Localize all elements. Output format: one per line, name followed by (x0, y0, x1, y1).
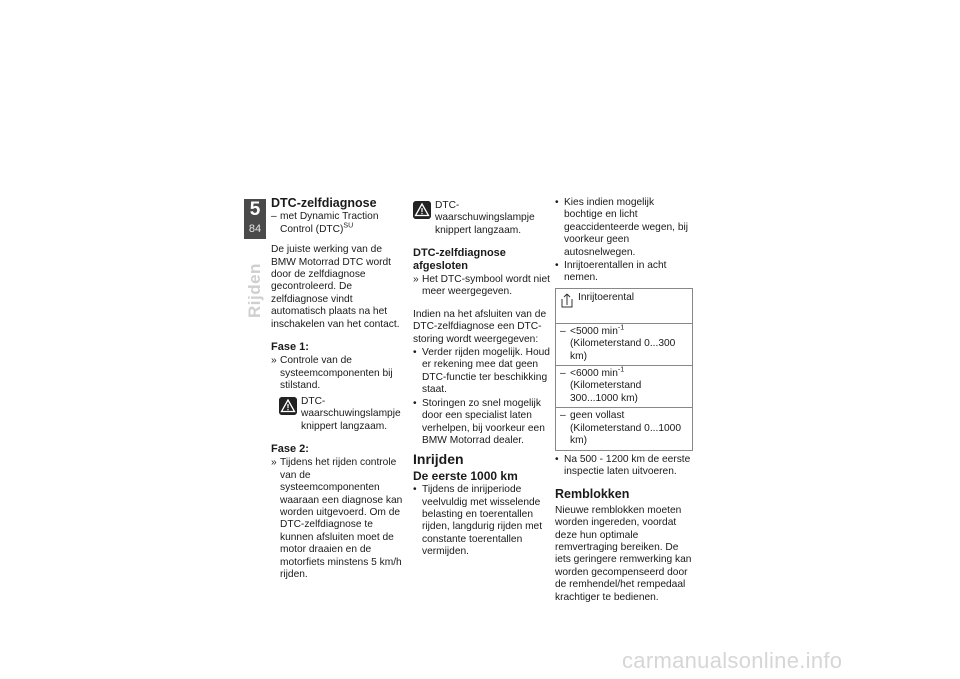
diagnosis-done-item: » Het DTC-symbool wordt niet meer weergegeven. (413, 274, 550, 298)
watermark: carmanualsonline.info (622, 648, 843, 673)
rpm-row: – <5000 $\min^{-1}$ (Kilometerstand 0...300 km) (556, 324, 692, 366)
intro-paragraph: De juiste werking van de BMW Motorrad DTC wordt door de zelfdiagnose gecontroleerd. De zelfdiagnose vindt automatisch plaats na het inschakelen van het contact. (271, 244, 400, 330)
tachometer-icon (560, 293, 574, 309)
chapter-tab (244, 199, 266, 239)
phase1-title: Fase 1: (271, 341, 309, 354)
list-item: • Verder rijden mogelijk. Houd er rekening mee dat geen DTC-functie ter beschikking staat. (413, 347, 550, 396)
warning-triangle-icon (279, 397, 297, 415)
phase1-warning: DTC-waarschuwingslampje knippert langzaam. (279, 396, 409, 433)
warning-triangle-icon (413, 201, 431, 219)
list-item: • Tijdens de inrijperiode veelvuldig met wisselende belasting en toerentallen rijden, langdurig rijden met constante toerentallen vermijden. (413, 484, 543, 558)
phase1-item: » Controle van de systeemcomponenten bij stilstand. (271, 355, 393, 392)
chapter-label: Rijden (245, 263, 264, 318)
rpm-row: – <6000 $\min^{-1}$ (Kilometerstand 300...1000 km) (556, 366, 692, 408)
column-2 (413, 197, 551, 560)
subsection-title-first-1000: De eerste 1000 km (413, 468, 518, 483)
phase2-title: Fase 2: (271, 442, 309, 455)
page-number: 84 (248, 223, 262, 235)
brakes-paragraph: Nieuwe remblokken moeten worden ingereden, voordat deze hun optimale remvertraging bereiken. De iets geringere remwerking kan worden gecompenseerd door de remhendel/het rempedaal krachtiger te bedienen. (555, 504, 692, 603)
section-title-remblokken: Remblokken (555, 487, 630, 502)
rpm-table-header: Inrijtoerental (556, 289, 692, 324)
list-item: • Na 500 - 1200 km de eerste inspectie laten uitvoeren. (555, 453, 691, 477)
section-title-inrijden: Inrijden (413, 451, 464, 468)
phase2-item: » Tijdens het rijden controle van de systeemcomponenten waaraan een diagnose kan worden uitgevoerd. Om de DTC-zelfdiagnose te kunnen afsluiten moet de motor draaien en de motorfiets minstens 5 km/h rijden. (271, 457, 403, 580)
list-item: • Kies indien mogelijk bochtige en licht geaccidenteerde wegen, bij voorkeur geen autosnelwegen. (555, 197, 689, 258)
error-intro: Indien na het afsluiten van de DTC-zelfdiagnose een DTC-storing wordt weergegeven: (413, 308, 547, 345)
rpm-row: – geen vollast (Kilometerstand 0...1000 km) (560, 410, 681, 447)
diagnosis-done-title: DTC-zelfdiagnose afgesloten (413, 247, 506, 272)
chapter-number: 5 (249, 199, 261, 220)
column-1 (271, 197, 409, 582)
column-3 (555, 197, 693, 614)
section-title-dtc: DTC-zelfdiagnose (271, 196, 377, 210)
list-item: • Storingen zo snel mogelijk door een specialist laten verhelpen, bij voorkeur een BMW Motorrad dealer. (413, 397, 545, 446)
phase2-warning: DTC-waarschuwingslampje knippert langzaam. (413, 200, 551, 237)
equipment-note: – met Dynamic Traction Control (DTC)$^{SU}$ (271, 211, 379, 235)
rpm-table (555, 288, 693, 451)
list-item: • Inrijtoerentallen in acht nemen. (555, 260, 667, 284)
